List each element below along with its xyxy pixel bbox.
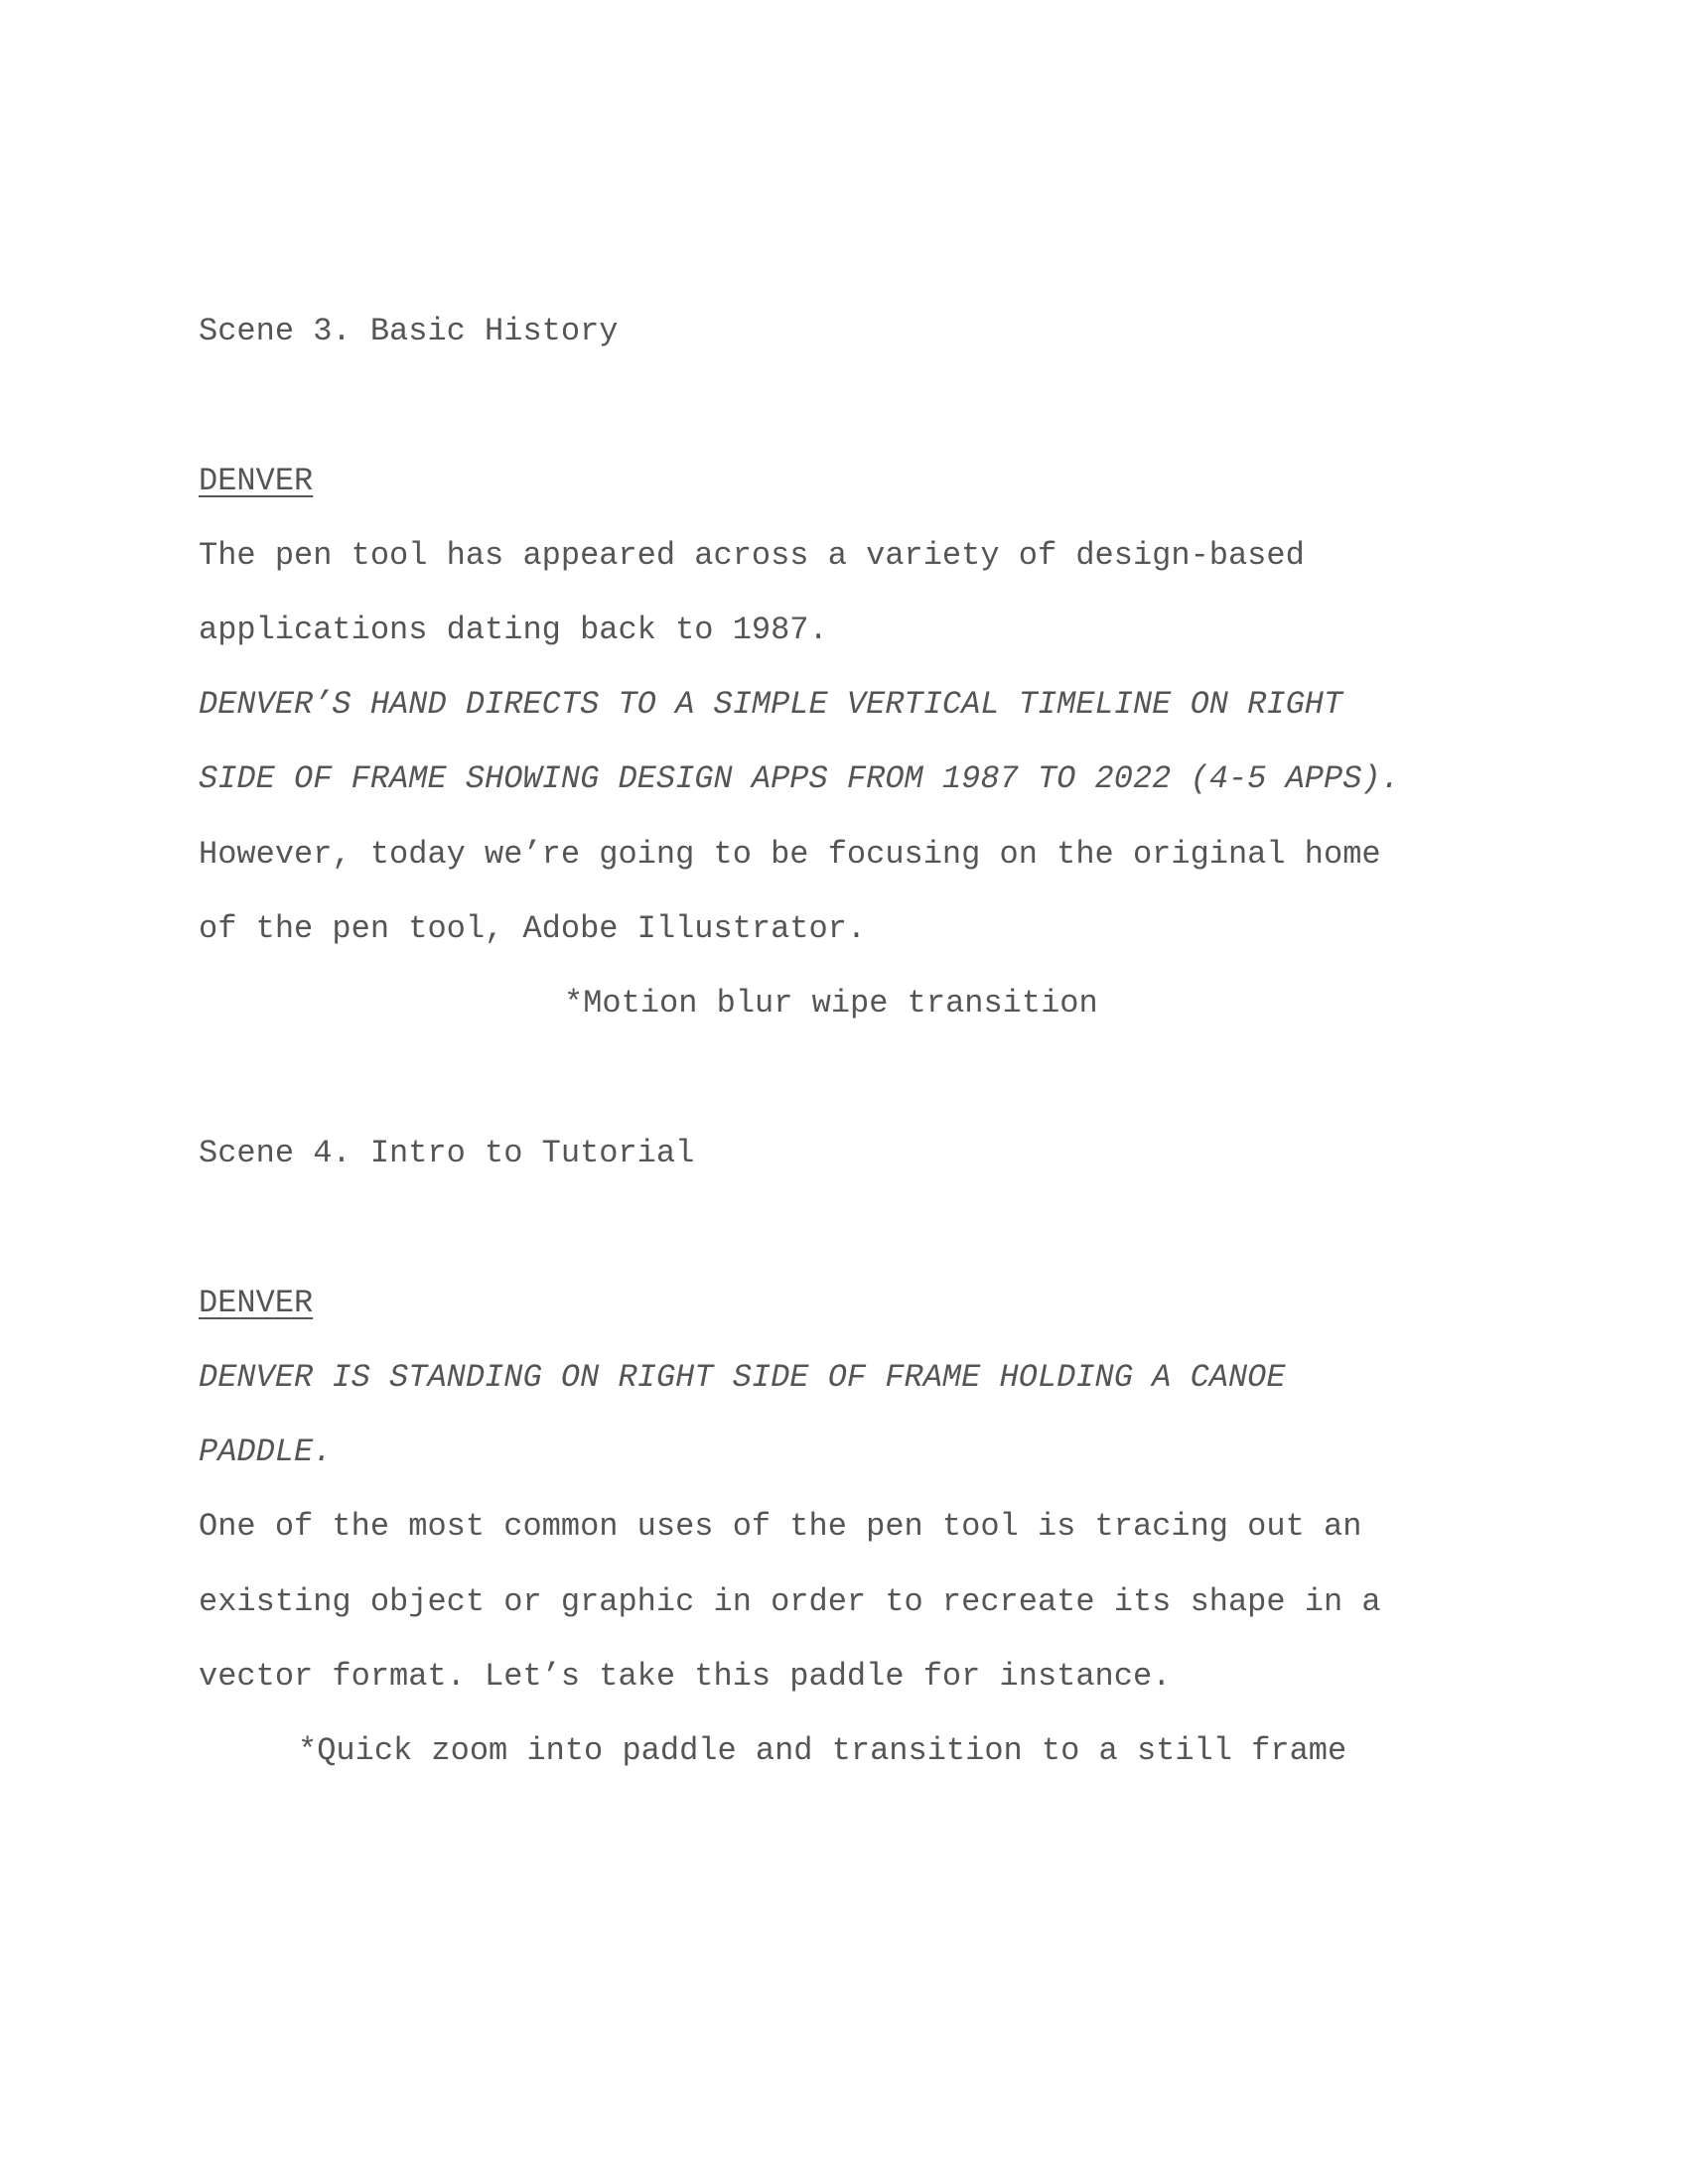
- scene-4-transition: *Quick zoom into paddle and transition to a still frame: [298, 1732, 1347, 1769]
- scene-4-direction-line-2: PADDLE.: [199, 1433, 333, 1470]
- scene-3-character-name: DENVER: [199, 463, 314, 499]
- scene-3-dialogue-line-3: However, today we’re going to be focusing on the original home: [199, 836, 1381, 873]
- scene-3-dialogue-line-1: The pen tool has appeared across a variety of design-based: [199, 537, 1305, 574]
- scene-4-dialogue-line-1: One of the most common uses of the pen tool is tracing out an: [199, 1508, 1362, 1545]
- scene-4-heading: Scene 4. Intro to Tutorial: [199, 1135, 695, 1171]
- scene-3-dialogue-line-4: of the pen tool, Adobe Illustrator.: [199, 910, 867, 947]
- scene-4-dialogue-line-3: vector format. Let’s take this paddle for instance.: [199, 1658, 1172, 1695]
- scene-3-heading: Scene 3. Basic History: [199, 313, 619, 349]
- scene-4-dialogue-line-2: existing object or graphic in order to recreate its shape in a: [199, 1583, 1381, 1620]
- scene-4-character-name: DENVER: [199, 1285, 314, 1321]
- scene-3-direction-line-1: DENVER’S HAND DIRECTS TO A SIMPLE VERTICAL TIMELINE ON RIGHT: [199, 686, 1343, 723]
- scene-4-direction-line-1: DENVER IS STANDING ON RIGHT SIDE OF FRAME HOLDING A CANOE: [199, 1359, 1286, 1396]
- scene-3-transition: *Motion blur wipe transition: [564, 985, 1098, 1022]
- scene-3-dialogue-line-2: applications dating back to 1987.: [199, 612, 828, 648]
- scene-3-direction-line-2: SIDE OF FRAME SHOWING DESIGN APPS FROM 1987 TO 2022 (4-5 APPS).: [199, 760, 1400, 797]
